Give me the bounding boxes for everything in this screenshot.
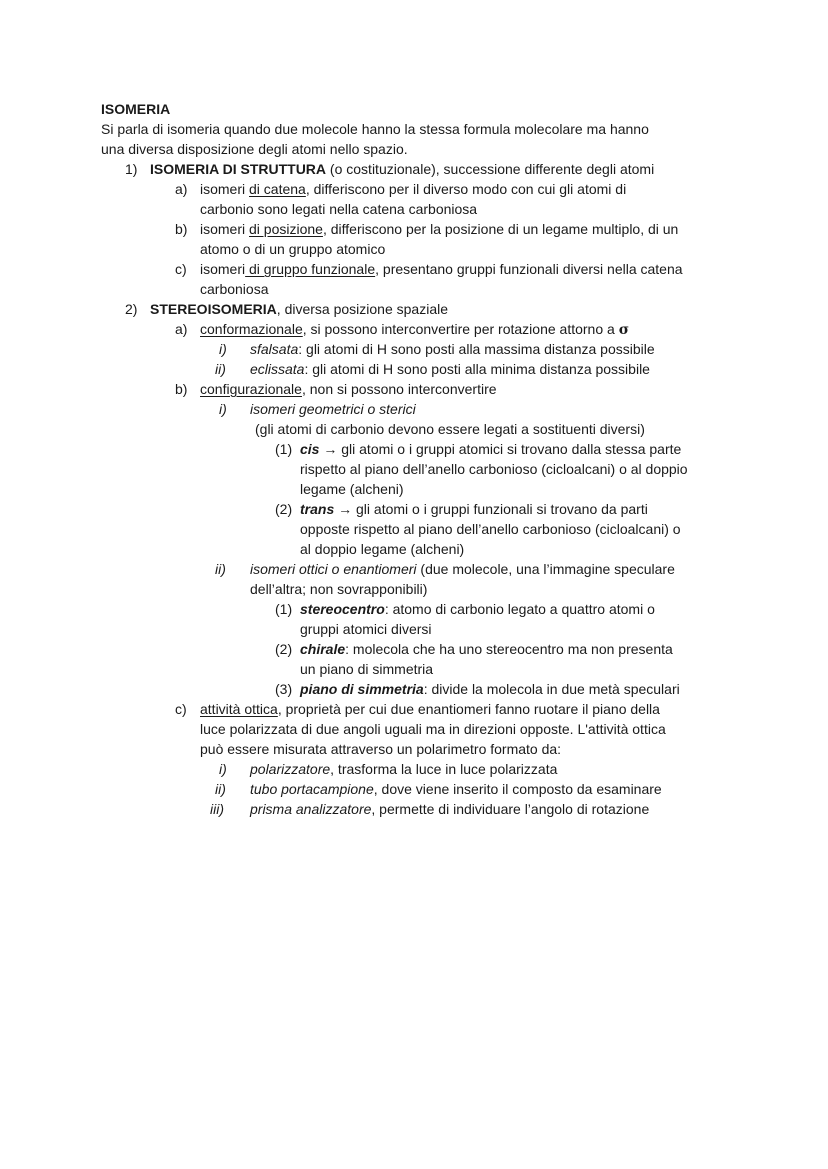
roman-marker: iii): [210, 801, 224, 817]
point-number: (1): [275, 441, 293, 457]
item-continuation: legame (alcheni): [300, 481, 404, 497]
item-continuation: atomo o di un gruppo atomico: [200, 241, 386, 257]
item-text: [250, 359, 650, 379]
item-note: (gli atomi di carbonio devono essere legati a sostituenti diversi): [255, 421, 645, 437]
item-continuation: al doppio legame (alcheni): [300, 541, 465, 557]
item-term: prisma analizzatore: [250, 801, 372, 817]
item-text: [300, 679, 680, 699]
item-description: : molecola che ha uno stereocentro ma non presenta: [345, 641, 673, 657]
item-continuation: luce polarizzata di due angoli uguali ma in direzioni opposte. L'attività ottica: [200, 721, 666, 737]
item-description: , dove viene inserito il composto da esaminare: [373, 781, 662, 797]
item-description: , presentano gruppi funzionali diversi nella catena: [375, 261, 683, 277]
item-continuation: può essere misurata attraverso un polarimetro formato da:: [200, 741, 562, 757]
item-term: sfalsata: [250, 341, 299, 357]
roman-marker: ii): [215, 561, 226, 577]
point-number: (1): [275, 601, 293, 617]
item-description: : gli atomi di H sono posti alla massima distanza possibile: [298, 341, 655, 357]
item-term: di posizione: [249, 221, 323, 237]
list-letter: a): [175, 181, 188, 197]
list-number: 2): [125, 301, 138, 317]
item-text: [300, 639, 673, 659]
item-description: , trasforma la luce in luce polarizzata: [330, 761, 558, 777]
item-continuation: dell’altra; non sovrapponibili): [250, 581, 428, 597]
item-continuation: gruppi atomici diversi: [300, 621, 432, 637]
roman-marker: i): [219, 761, 227, 777]
item-description: → gli atomi o i gruppi atomici si trovano dalla stessa parte: [319, 441, 682, 457]
item-text: [200, 379, 497, 399]
item-text: [250, 799, 649, 819]
item-continuation: un piano di simmetria: [300, 661, 434, 677]
item-text: [200, 319, 629, 340]
item-term: tubo portacampione: [250, 781, 374, 797]
roman-marker: ii): [215, 781, 226, 797]
item-description: : gli atomi di H sono posti alla minima distanza possibile: [304, 361, 650, 377]
item-term: di gruppo funzionale: [245, 261, 376, 277]
roman-marker: ii): [215, 361, 226, 377]
item-description: → gli atomi o i gruppi funzionali si trovano da parti: [334, 501, 648, 517]
list-letter: b): [175, 381, 188, 397]
item-term: cis: [300, 441, 320, 457]
item-description: , differiscono per il diverso modo con cui gli atomi di: [305, 181, 627, 197]
item-text: [200, 699, 660, 719]
item-term: configurazionale: [200, 381, 302, 397]
item-term: stereocentro: [300, 601, 385, 617]
intro-line-2: una diversa disposizione degli atomi nello spazio.: [101, 141, 408, 157]
item-text: [250, 339, 655, 359]
section-description: (o costituzionale), successione differente degli atomi: [326, 161, 655, 177]
section-heading: STEREOISOMERIA: [150, 301, 277, 317]
page-title: ISOMERIA: [101, 101, 171, 117]
item-text: [300, 599, 655, 619]
item-term: trans: [300, 501, 335, 517]
list-letter: c): [175, 261, 187, 277]
roman-marker: i): [219, 401, 227, 417]
item-text: [300, 499, 648, 519]
item-term: isomeri ottici o enantiomeri: [250, 561, 417, 577]
item-description: , non si possono interconvertire: [301, 381, 497, 397]
section-heading: ISOMERIA DI STRUTTURA: [150, 161, 327, 177]
item-description: , proprietà per cui due enantiomeri fanno ruotare il piano della: [277, 701, 660, 717]
item-prefix: isomeri: [200, 261, 246, 277]
section-text: [150, 159, 654, 179]
section-text: [150, 299, 448, 319]
list-letter: a): [175, 321, 188, 337]
item-text: [250, 759, 557, 779]
item-term: attività ottica: [200, 701, 278, 717]
item-text: [300, 439, 681, 459]
item-continuation: carbonio sono legati nella catena carboniosa: [200, 201, 478, 217]
item-continuation: opposte rispetto al piano dell’anello carbonioso (cicloalcani) o: [300, 521, 681, 537]
item-text: [250, 779, 662, 799]
item-continuation: carboniosa: [200, 281, 269, 297]
point-number: (2): [275, 641, 293, 657]
item-text: [250, 559, 675, 579]
roman-marker: i): [219, 341, 227, 357]
item-text: [200, 219, 678, 239]
item-description: , si possono interconvertire per rotazione attorno a: [302, 321, 619, 337]
sigma-symbol: σ: [618, 322, 630, 338]
item-description: , differiscono per la posizione di un legame multiplo, di un: [322, 221, 679, 237]
item-term: eclissata: [250, 361, 305, 377]
item-prefix: isomeri: [200, 221, 250, 237]
item-description: , permette di individuare l’angolo di rotazione: [371, 801, 650, 817]
item-continuation: rispetto al piano dell’anello carbonioso (cicloalcani) o al doppio: [300, 461, 688, 477]
item-term: piano di simmetria: [300, 681, 424, 697]
item-term: di catena: [249, 181, 306, 197]
item-description: : atomo di carbonio legato a quattro atomi o: [384, 601, 655, 617]
section-description: , diversa posizione spaziale: [276, 301, 449, 317]
item-term: isomeri geometrici o sterici: [250, 401, 416, 417]
item-text: [200, 179, 626, 199]
item-prefix: isomeri: [200, 181, 250, 197]
item-term: conformazionale: [200, 321, 303, 337]
item-description: (due molecole, una l’immagine speculare: [416, 561, 675, 577]
item-term: chirale: [300, 641, 346, 657]
point-number: (3): [275, 681, 293, 697]
list-letter: c): [175, 701, 187, 717]
list-letter: b): [175, 221, 188, 237]
item-text: [200, 259, 683, 279]
intro-line-1: Si parla di isomeria quando due molecole hanno la stessa formula molecolare ma hanno: [101, 121, 649, 137]
item-description: : divide la molecola in due metà speculari: [423, 681, 680, 697]
point-number: (2): [275, 501, 293, 517]
list-number: 1): [125, 161, 138, 177]
item-term: polarizzatore: [250, 761, 331, 777]
